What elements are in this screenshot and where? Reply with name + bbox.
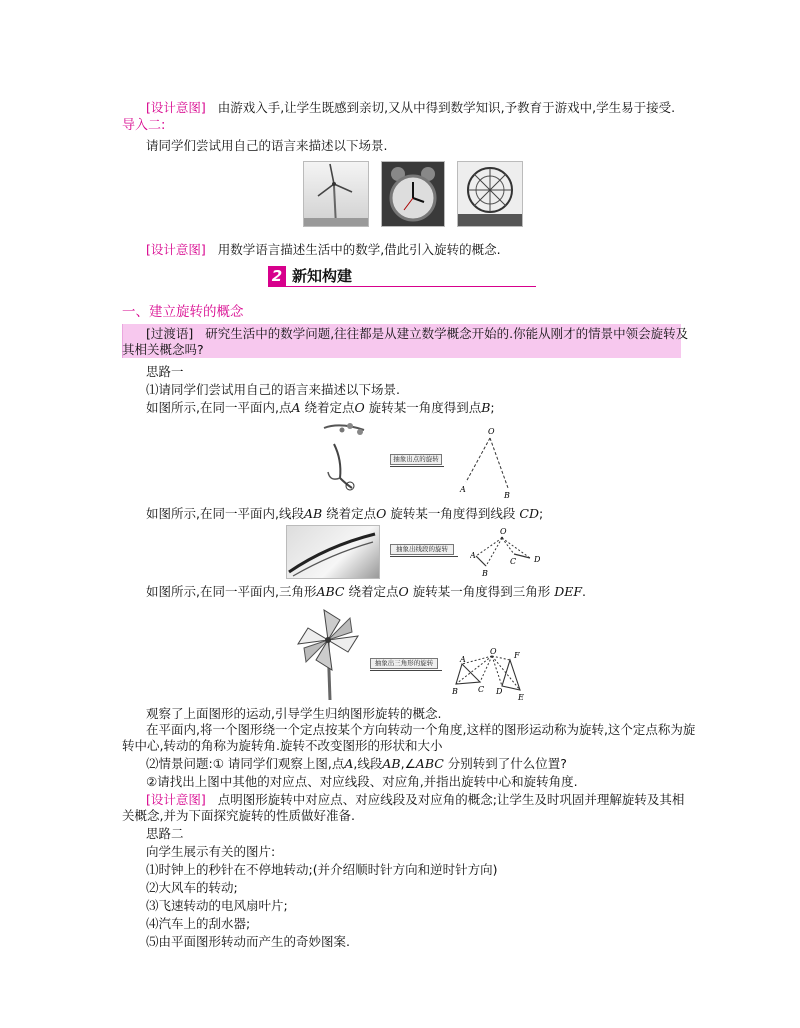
fig2-text-d: ; [539,506,544,521]
show-pictures-text: 向学生展示有关的图片: [146,844,276,859]
part1-heading: 一、建立旋转的概念 [122,304,244,320]
transition-text-2: 其相关概念吗? [122,342,204,357]
svg-text:B: B [482,569,488,578]
section-header [268,266,536,287]
design-text-2: 关概念,并为下面探究旋转的性质做好准备. [122,808,355,823]
figure-point-rotation [320,420,520,500]
ferris-wheel-photo [457,161,523,227]
letters-abc: ABC [415,756,444,771]
list-item: ⑶飞速转动的电风扇叶片; [146,898,288,913]
intro2-prompt: 请同学们尝试用自己的语言来描述以下场景. [146,138,388,153]
intro1-paragraph [146,100,675,116]
letter-b: B [481,400,491,415]
list-item: ⑸由平面图形转动而产生的奇妙图案. [146,934,350,949]
question-1: ⑴请同学们尝试用自己的语言来描述以下场景. [146,382,400,397]
section-number: 2 [268,266,286,286]
fig2-text-a: 如图所示,在同一平面内,线段 [146,506,304,521]
pinwheel-picture [294,606,366,700]
fig2-text-c: 旋转某一角度得到线段 [390,506,516,521]
triangle-rotation-diagram [452,646,530,702]
question-2 [146,756,567,772]
fig3-caption: 抽象出三角形的旋转 [370,658,438,669]
design-intent-paragraph [146,792,684,808]
svg-text:D: D [496,687,503,696]
svg-text:O: O [490,647,497,656]
letters-abc: ABC [316,584,345,599]
fig1-text-c: 旋转某一角度得到点 [368,400,482,415]
q2-text-b: ,线段 [353,756,383,771]
svg-text:B: B [452,687,458,696]
svg-text:E: E [518,693,524,702]
letter-a: A [344,756,354,771]
letter-a: A [291,400,301,415]
transition-tag: [过渡语] [146,326,194,341]
svg-text:O: O [500,527,507,536]
svg-text:O: O [488,427,495,436]
intro2-heading: 导入二: [122,118,166,133]
fig3-text-d: . [582,584,587,599]
q2-text-d: 分别转到了什么位置? [447,756,567,771]
alarm-clock-photo [381,161,445,227]
intro1-text: 由游戏入手,让学生既感到亲切,又从中得到数学知识,予教育于游戏中,学生易于接受. [217,100,676,115]
fig3-text-b: 绕着定点 [348,584,399,599]
idea2-label: 思路二 [146,826,184,841]
letters-ab: AB [382,756,401,771]
fig3-description [146,584,586,600]
list-item: ⑷汽车上的刮水器; [146,916,251,931]
svg-text:A: A [460,485,466,494]
observe-text: 观察了上面图形的运动,引导学生归纳图形旋转的概念. [146,706,442,721]
svg-text:C: C [510,557,517,566]
wind-turbine-photo [303,161,369,227]
fig1-caption: 抽象出点的旋转 [390,454,442,465]
design-intent-tag: [设计意图] [146,242,206,257]
definition-line-1: 在平面内,将一个图形绕一个定点按某个方向转动一个角度,这样的图形运动称为旋转,这个定点称为旋 [146,722,696,737]
svg-text:D: D [534,555,541,564]
fig1-description [146,400,495,416]
wiper-photo [286,525,380,579]
svg-text:F: F [514,651,520,660]
fig2-text-b: 绕着定点 [326,506,377,521]
letters-cd: CD [519,506,539,521]
fig2-description [146,506,543,522]
q2-text-a: ⑵情景问题:① 请同学们观察上图,点 [146,756,345,771]
section-title: 新知构建 [292,267,353,285]
figure-triangle-rotation [366,646,530,702]
list-item: ⑵大风车的转动; [146,880,238,895]
fig1-text-b: 绕着定点 [304,400,355,415]
svg-text:C: C [478,685,485,694]
fig1-text-a: 如图所示,在同一平面内,点 [146,400,292,415]
fig1-arrow [390,466,444,467]
design-intent-tag: [设计意图] [146,792,206,807]
design-intent-tag: [设计意图] [146,100,206,115]
letter-o: O [376,506,387,521]
svg-text:B: B [504,491,510,500]
idea1-label: 思路一 [146,364,184,379]
question-2-part-2: ②请找出上图中其他的对应点、对应线段、对应角,并指出旋转中心和旋转角度. [146,774,578,789]
list-item: ⑴时钟上的秒针在不停地转动;(并介绍顺时针方向和逆时针方向) [146,862,498,877]
fig3-text-a: 如图所示,在同一平面内,三角形 [146,584,317,599]
fig2-arrow [390,556,458,557]
transition-line-1 [146,326,688,342]
segment-rotation-diagram [470,524,546,580]
svg-text:A: A [460,655,466,664]
figure-segment-rotation [386,524,546,580]
q2-text-c: ,∠ [400,756,416,771]
definition-line-2: 转中心,转动的角称为旋转角.旋转不改变图形的形状和大小 [122,738,443,753]
fig3-text-c: 旋转某一角度得到三角形 [412,584,551,599]
letter-o: O [354,400,365,415]
fig2-caption: 抽象出线段的旋转 [390,544,454,555]
transition-text-1: 研究生活中的数学问题,往往都是从建立数学概念开始的.你能从刚才的情景中领会旋转及 [205,326,689,341]
design-text-1: 点明图形旋转中对应点、对应线段及对应角的概念;让学生及时巩固并理解旋转及其相 [217,792,685,807]
intro2-design-text: 用数学语言描述生活中的数学,借此引入旋转的概念. [217,242,501,257]
svg-text:A: A [470,551,476,560]
letters-def: DEF [554,584,583,599]
letter-o: O [398,584,409,599]
fig3-arrow [370,670,442,671]
letters-ab: AB [303,506,323,521]
fig1-text-d: ; [490,400,495,415]
intro2-design-paragraph [146,242,501,258]
